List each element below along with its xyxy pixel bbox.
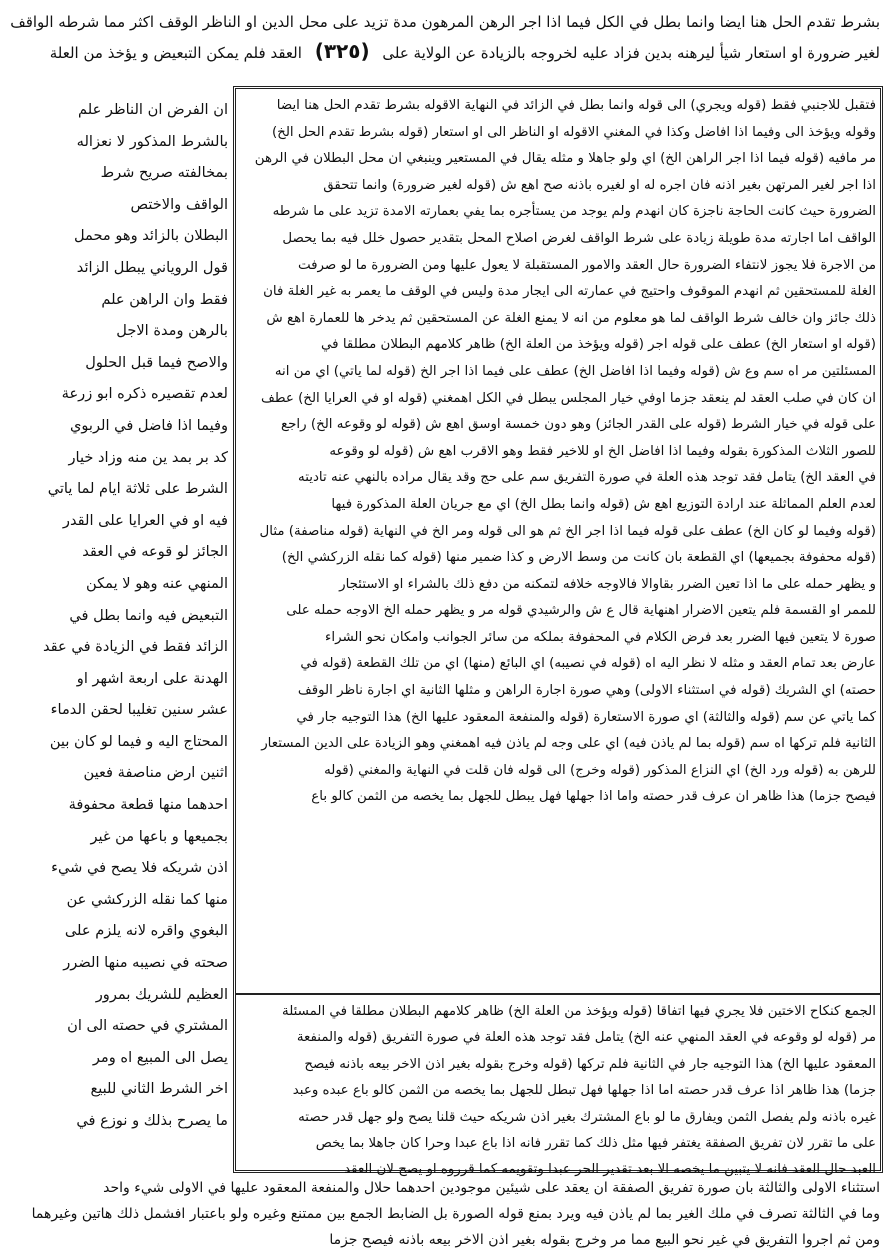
- commentary-line: العبد حال العقد فانه لا يتبين ما يخصه الا بعد تقدير الحر عبدا وتقويمه كما قرروه او يصح لان العقد: [344, 1162, 876, 1178]
- commentary-line: (قوله او استعار الخ) عطف على قوله اجر (قوله ويؤخذ من العلة الخ) ظاهر كلامهم البطلان مطلقا في: [321, 337, 876, 353]
- top-line-1: بشرط تقدم الحل هنا ايضا وانما بطل في الكل فيما اذا اجر الرهن المرهون مدة تزيد على محل الدين او الناظر الوقف اكثر مما شرطه الواقف: [10, 13, 880, 31]
- margin-line: فقط وان الراهن علم: [101, 290, 228, 308]
- commentary-frame: [233, 86, 883, 1178]
- commentary-line: الواقف اما اجارته مدة طويلة زيادة على شرط الواقف لغرض اصلاح المحل بتقدير حصول خلل فيه بما يحصل: [282, 230, 876, 246]
- margin-line: فيه او في العرايا على القدر: [62, 511, 228, 529]
- margin-line: اذن شريكه فلا يصح في شيء: [51, 859, 228, 877]
- commentary-line: للرهن به (قوله ورد الخ) اي النزاع المذكور (قوله وخرج) الى قوله فان قلت في النهاية والمغني (قوله: [324, 762, 876, 778]
- margin-line: احدهما منها قطعة محفوفة: [68, 796, 228, 814]
- commentary-line: (قوله محفوفة بجميعها) اي القطعة بان كانت من وسط الارض و كذا ضمير منها (قوله كما نقله الزركشي الخ): [281, 550, 876, 566]
- commentary-line: وقوله ويؤخذ الى وفيما اذا افاضل وكذا في المغني الاقوله او الناظر الى او استعار (قوله بشرط تقدم الحل الخ): [271, 124, 876, 140]
- commentary-line: المسئلتين مر اه سم وع ش (قوله وفيما اذا افاضل الخ) عطف على فيما اذا اجر الخ (قوله لما ياتي) اي من انه: [274, 363, 876, 379]
- commentary-line: حصته) اي الشريك (قوله في استثناء الاولى) وهي صورة اجارة الراهن و مثلها الثانية اي اجارة ناظر الوقف: [297, 683, 876, 699]
- margin-line: كد بر بمد ين منه وزاد خيار: [68, 448, 228, 466]
- commentary-line: (قوله وفيما لو كان الخ) عطف على قوله فيما اذا اجر الخ ثم هو الى قوله ومر الخ في النهاية (قوله مناصفة) مثال: [259, 523, 876, 539]
- top-line-2-end: العقد فلم يمكن التبعيض و يؤخذ من العلة: [49, 44, 302, 62]
- commentary-line: من الاجرة فلا يجوز لانتفاء الضرورة حال العقد والامور المستقبلة لا يعول عليها ومن الضرورة ما لو صرفت: [297, 257, 876, 273]
- commentary-line: على قوله في خيار الشرط (قوله على القدر الجائز) وهو دون خمسة اوسق اهع ش (قوله لو وقوعه الخ) راجع: [281, 417, 876, 433]
- commentary-line: كما ياتي عن سم (قوله والثالثة) اي صورة الاستعارة (قوله والمنفعة المعقود عليها الخ) هذا التوجيه جار في: [296, 709, 876, 725]
- commentary-line: مر مافيه (قوله فيما اذا اجر الراهن الخ) اي ولو جاهلا و مثله يقال في المستعير وينبغي ان محل البطلان في الرهن: [254, 151, 876, 167]
- bottom-line: استثناء الاولى والثالثة بان صورة تفريق الصفقة ان يعقد على شيئين موجودين احدهما حلال والمنفعة المعقود عليها في الاولى شيء واحد: [103, 1180, 880, 1196]
- margin-line: العظيم للشريك بمرور: [95, 985, 228, 1003]
- margin-line: وفيما اذا فاضل في الربوي: [69, 416, 228, 434]
- margin-line: منها كما نقله الزركشي عن: [66, 890, 228, 908]
- top-line-2-start: لغير ضرورة او استعار شيأ ليرهنه بدين فزاد عليه لخروجه بالزيادة عن الولاية على: [382, 44, 880, 62]
- margin-line: الواقف والاختص: [130, 195, 228, 213]
- margin-line: المنهي عنه وهو لا يمكن: [86, 574, 228, 592]
- bottom-main-text: [31, 1175, 880, 1253]
- margin-line: بالرهن ومدة الاجل: [116, 322, 228, 340]
- margin-line: الجائز لو قوعه في العقد: [82, 543, 228, 561]
- frame-divider: [236, 993, 880, 995]
- commentary-line: و يظهر حمله على ما اذا تعين الضرر بقاوالا فالاوجه خلافه لتمكنه من دفع ذلك بالشراء او الاستئجار: [339, 576, 876, 592]
- margin-line: البغوي واقره لانه يلزم على: [64, 922, 228, 940]
- margin-line: الشرط على ثلاثة ايام لما ياتي: [47, 480, 228, 498]
- margin-line: الهدنة على اربعة اشهر او: [76, 669, 228, 687]
- margin-main-text: [6, 94, 228, 1169]
- page-number: (٣٢٥): [314, 39, 370, 63]
- margin-line: بمخالفته صريح شرط: [100, 164, 228, 182]
- margin-line: بجميعها و باعها من غير: [90, 827, 228, 845]
- commentary-line: ان كان في صلب العقد لم ينعقد جزما اوفي خيار المجلس يبطل في الكل اهمغني (قوله او في العرايا الخ) عطف: [260, 390, 876, 406]
- commentary-line: الغلة للمستحقين ثم انهدم الموقوف واحتيج في عمارته الى ايجار مدة وليس في الوقف ما يعمر به غير الغلة فان: [263, 284, 876, 300]
- commentary-line: لعدم العلم المماثلة عند ارادة التوزيع اهع ش (قوله وانما بطل الخ) اي مع جريان العلة المذكورة فيها: [331, 496, 876, 512]
- margin-line: المحتاج اليه و فيما لو كان بين: [49, 732, 228, 750]
- commentary-line: للممر او القسمة فلم يتعين الاضرار اهنهاية قال ع ش والرشيدي قوله مر و يظهر حمله الخ الاوجه حمله على: [286, 603, 876, 619]
- commentary-line: الثانية فلم تركها اه سم (قوله بما لم ياذن فيه) اي على وجه لم ياذن فيه اهمغني وهو الزيادة على الدين المستعار: [261, 736, 876, 752]
- commentary-line: مر (قوله لو وقوعه في العقد المنهي عنه الخ) يتامل فقد توجد هذه العلة في صورة التفريق (قوله والمنفعة: [296, 1030, 876, 1046]
- margin-line: ما يصرح بذلك و نوزع في: [76, 1112, 228, 1129]
- commentary-line: الجمع كنكاح الاختين فلا يجري فيها اتفاقا (قوله ويؤخذ من العلة الخ) ظاهر كلامهم البطلان مطلقا في المسئلة: [282, 1004, 876, 1019]
- margin-line: البطلان بالزائد وهو محمل: [73, 227, 228, 245]
- margin-line: قول الروياني يبطل الزائد: [76, 258, 228, 276]
- top-line-2: [40, 37, 880, 68]
- margin-line: التبعيض فيه وانما بطل في: [69, 606, 228, 624]
- commentary-line: المعقود عليها الخ) هذا التوجيه جار في الثانية فلم تركها (قوله وخرج بقوله بغير اذن الاخر بيعه باذنه فيصح: [304, 1056, 876, 1072]
- margin-line: ان الفرض ان الناظر علم: [78, 101, 228, 118]
- main-commentary: [240, 93, 876, 988]
- margin-line: والاصح فيما قبل الحلول: [85, 353, 228, 371]
- commentary-line: الضرورة حيث كانت الحاجة ناجزة كان انهدم ولم يوجد من يستأجره بما يفي بعمارته الامدة تزيد على ما شرطه: [272, 204, 876, 220]
- commentary-line: جزما) هذا ظاهر اذا عرف قدر حصته اما اذا جهلها فهل تبطل للجهل بما يخصه من الثمن كالو باع عبده وعبد: [292, 1083, 876, 1099]
- commentary-line: فيصح جزما) هذا ظاهر ان عرف قدر حصته واما اذا جهلها فهل يبطل للجهل بما يخصه من الثمن كالو باع: [311, 789, 876, 805]
- commentary-line: عارض بعد تمام العقد و مثله لا نظر اليه اه (قوله في نصيبه) اي البائع (منها) اي من تلك القطعة (قوله في: [300, 656, 876, 672]
- commentary-line: ذلك جائز وان خالف شرط الواقف لما هو معلوم من انه لا يمنع الغلة عن المستحقين ثم يدخر ها للعمارة اهع ش: [266, 310, 876, 326]
- margin-line: بالشرط المذكور لا نعزاله: [76, 132, 228, 150]
- commentary-line: فتقبل للاجنبي فقط (قوله ويجري) الى قوله وانما بطل في الزائد في النهاية الاقوله بشرط تقدم الحل هنا ايضا: [276, 98, 876, 113]
- bottom-line: وما في الثالثة تصرف في ملك الغير بما لم ياذن فيه ويرد بمنع قوله الصورة بل الضابط الجمع بين ممتنع وغيره ولو باعتبار افشمل ذلك هاتين وغيرهما: [31, 1206, 880, 1222]
- commentary-line: اذا اجر لغير المرتهن بغير اذنه فان اجره له او لغيره باذنه صح اهع ش (قوله لغير ضرورة) وانما تتحقق: [323, 177, 876, 193]
- margin-line: صحته في نصيبه منها الضرر: [63, 954, 228, 972]
- margin-line: اثنين ارض مناصفة فعين: [83, 764, 228, 782]
- secondary-commentary: [240, 999, 876, 1178]
- commentary-line: للصور الثلاث المذكورة بقوله وفيما اذا افاضل الخ او للاخير فقط وهو الاقرب اهع ش (قوله لو وقوعه: [329, 443, 876, 459]
- commentary-line: في العقد الخ) يتامل فقد توجد هذه العلة في صورة التفريق سم على حج وقد يقال مراده بالنهي عنه تاديته: [298, 470, 876, 486]
- commentary-line: صورة لا يتعين فيها الضرر بعد فرض الكلام في المحفوفة بملكه من سائر الجوانب وامكان نحو الشراء: [325, 629, 876, 645]
- margin-line: الزائد فقط في الزيادة في عقد: [43, 638, 228, 656]
- commentary-line: على ما تقرر لان تفريق الصفقة يغتفر فيها مثل ذلك كما تقرر فانه اذا باع عبدا وحرا كان جاهلا بما يخص: [315, 1136, 876, 1152]
- margin-line: عشر سنين تغليبا لحقن الدماء: [50, 701, 228, 719]
- commentary-line: غيره باذنه ولم يفصل الثمن ويفارق ما لو باع المشترك بغير اذن شريكه حيث قلنا يصح ولو جهل قدر حصته: [298, 1109, 876, 1125]
- margin-line: لعدم تقصيره ذكره ابو زرعة: [61, 385, 228, 403]
- top-main-text: [10, 8, 880, 68]
- margin-line: اخر الشرط الثاني للبيع: [90, 1080, 228, 1098]
- bottom-line: ومن ثم اجروا التفريق في غير نحو البيع مما مر وخرج بقوله بغير اذن الاخر بيعه باذنه فيصح جزما: [329, 1232, 880, 1248]
- margin-line: المشتري في حصته الى ان: [67, 1017, 228, 1035]
- margin-line: يصل الى المبيع اه ومر: [92, 1048, 228, 1066]
